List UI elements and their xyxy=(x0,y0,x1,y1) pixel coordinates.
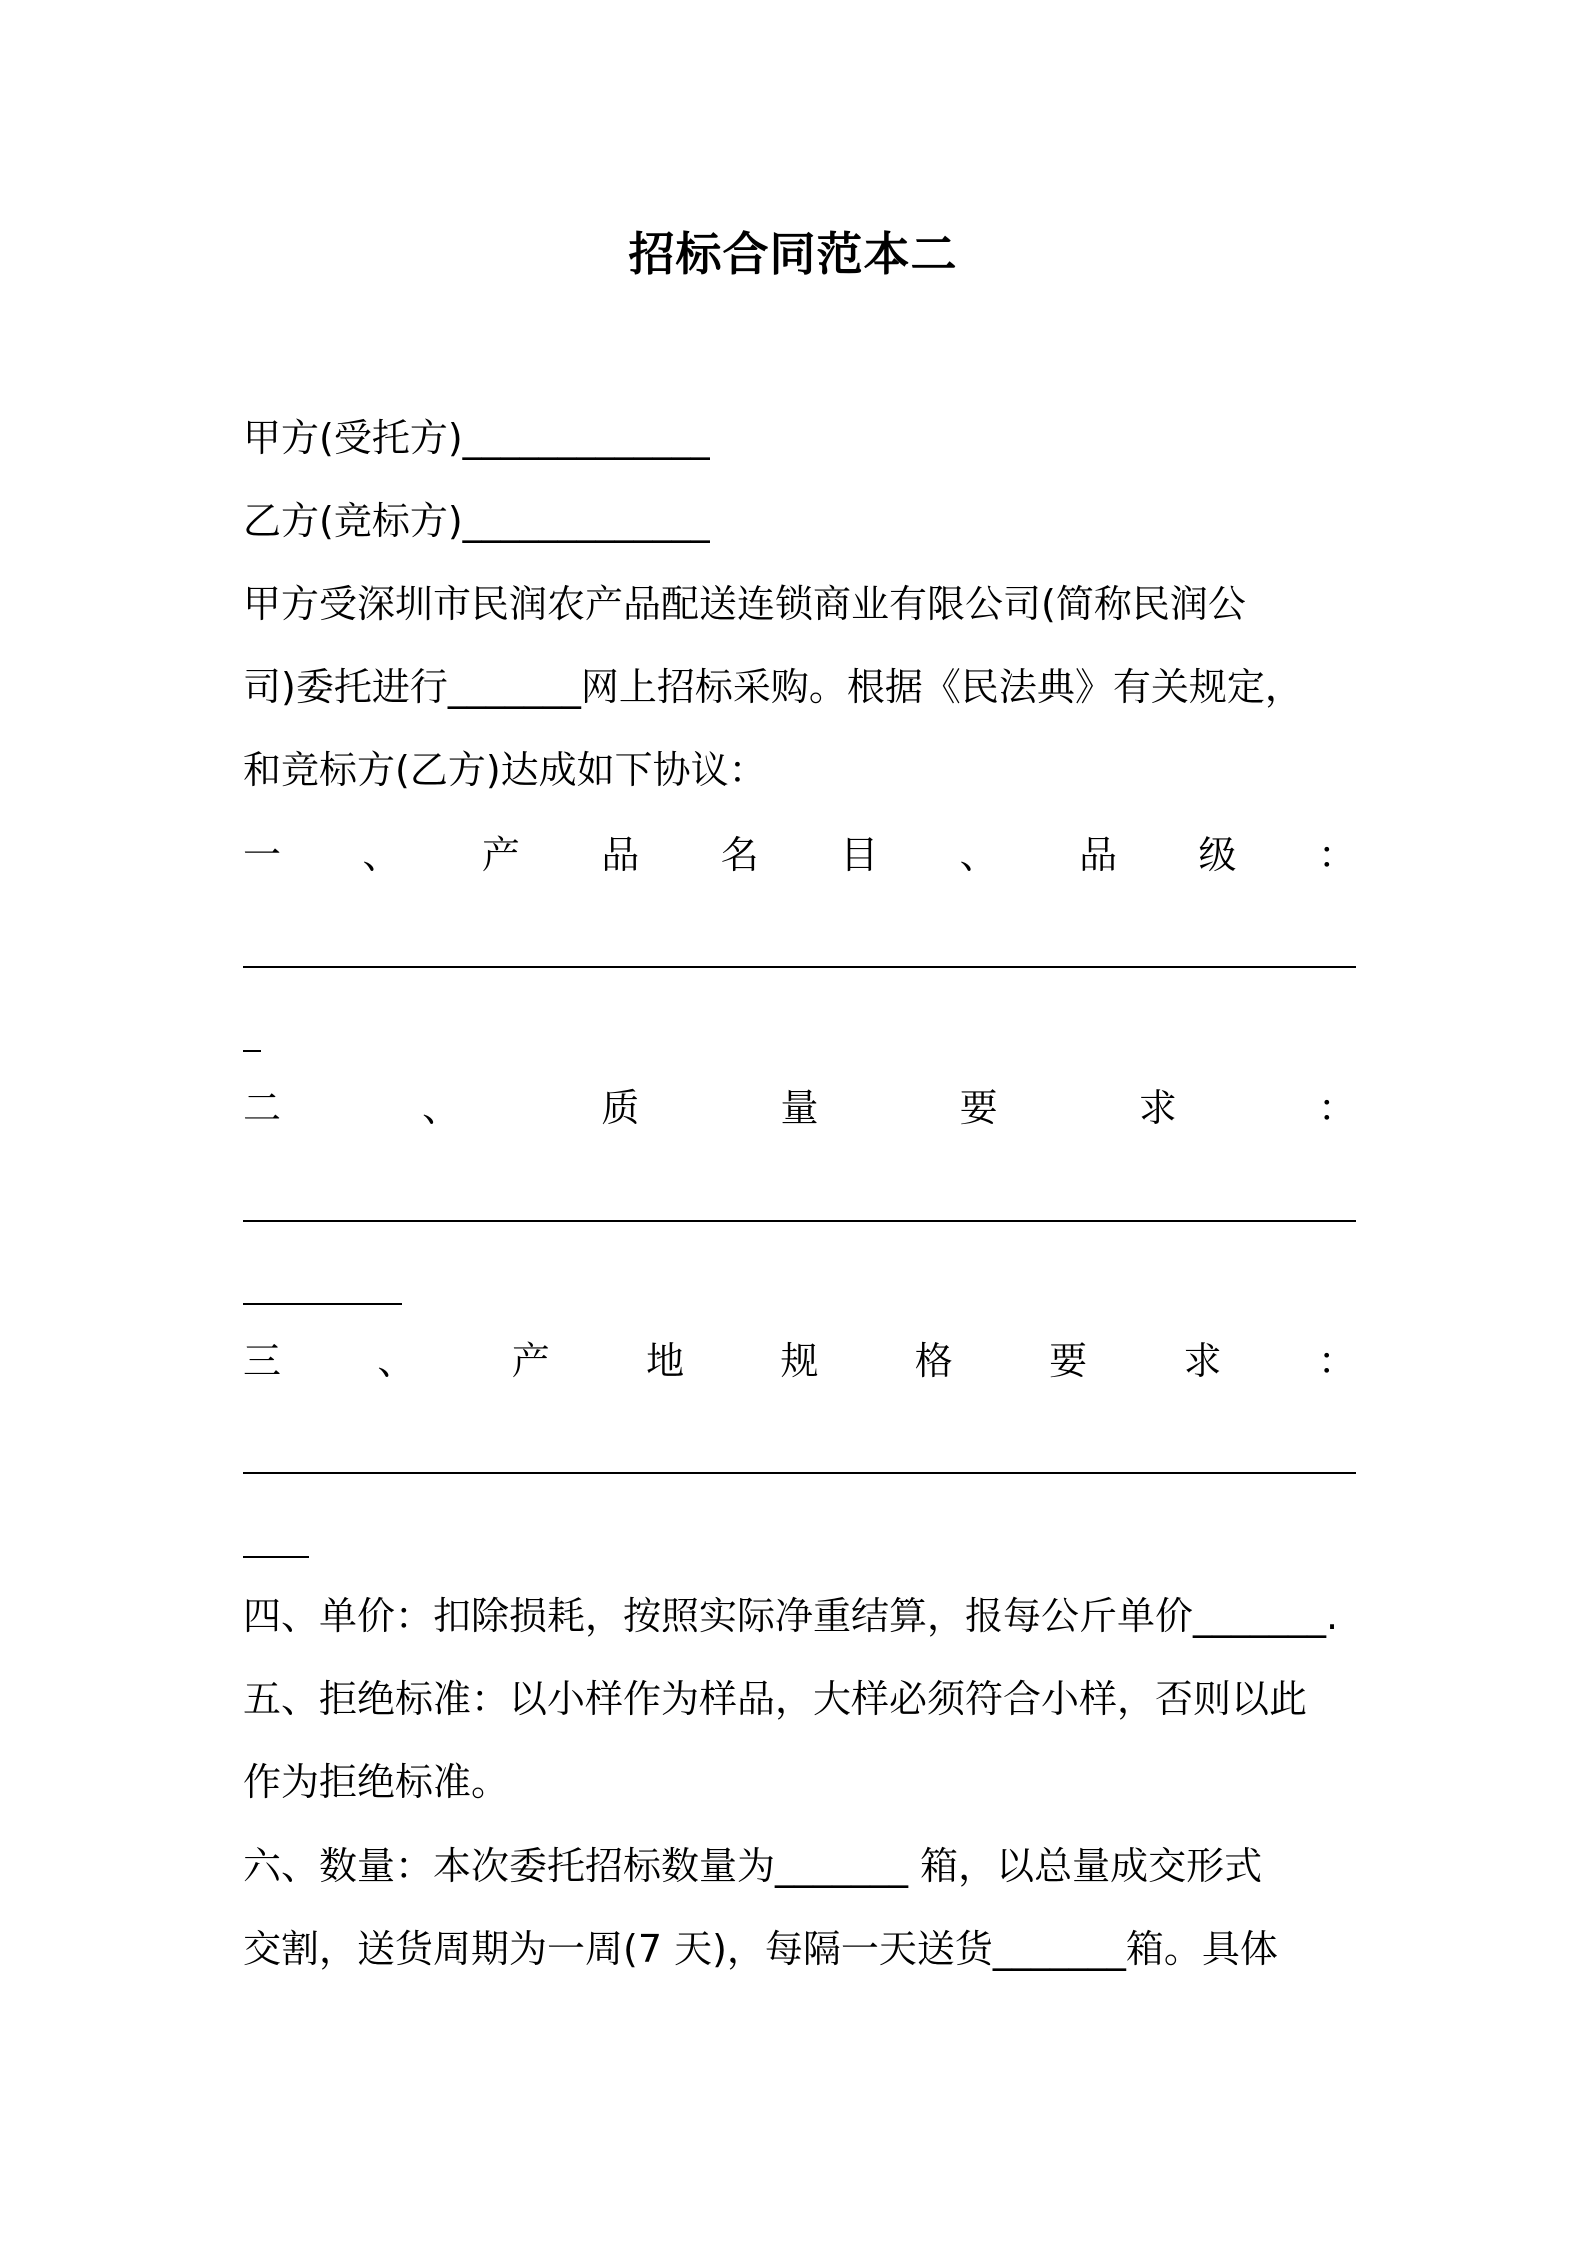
section2-char: 求 xyxy=(1138,1086,1177,1130)
party-a-line: 甲方(受托方)_____________ xyxy=(243,416,710,460)
intro-line-3: 和竞标方(乙方)达成如下协议： xyxy=(243,748,767,792)
section1-char: 目 xyxy=(840,833,879,877)
section3-char: 、 xyxy=(377,1339,416,1383)
section1-blank-line xyxy=(243,966,1356,968)
section1-blank-line-tail xyxy=(243,1050,261,1052)
section1-heading xyxy=(243,829,1356,881)
document-title: 招标合同范本二 xyxy=(628,227,958,281)
section3-char: 求 xyxy=(1183,1339,1222,1383)
section2-char: 、 xyxy=(422,1086,461,1130)
section5-line-1: 五、拒绝标准：以小样作为样品，大样必须符合小样，否则以此 xyxy=(243,1677,1308,1721)
section3-blank-line-tail xyxy=(243,1556,309,1558)
section1-char: ： xyxy=(1317,833,1356,877)
section2-blank-line xyxy=(243,1220,1356,1222)
section5-line-2: 作为拒绝标准。 xyxy=(243,1760,510,1804)
section1-char: 品 xyxy=(1079,833,1118,877)
section1-char: 产 xyxy=(481,833,520,877)
section2-char: 二 xyxy=(243,1086,282,1130)
section3-char: ： xyxy=(1317,1339,1356,1383)
party-b-line: 乙方(竞标方)_____________ xyxy=(243,499,710,543)
section1-char: 名 xyxy=(720,833,759,877)
intro-line-2: 司)委托进行_______网上招标采购。根据《民法典》有关规定， xyxy=(243,665,1303,709)
section2-blank-line-tail xyxy=(243,1303,402,1305)
section2-char: 质 xyxy=(601,1086,640,1130)
section2-char: ： xyxy=(1317,1086,1356,1130)
section6-line-2: 交割，送货周期为一周(7 天)，每隔一天送货_______箱。具体 xyxy=(243,1927,1278,1971)
section3-char: 规 xyxy=(780,1339,819,1383)
section2-heading xyxy=(243,1082,1356,1134)
section3-char: 格 xyxy=(914,1339,953,1383)
section2-char: 要 xyxy=(959,1086,998,1130)
intro-line-1: 甲方受深圳市民润农产品配送连锁商业有限公司(简称民润公 xyxy=(243,582,1246,626)
section3-char: 地 xyxy=(646,1339,685,1383)
section3-char: 三 xyxy=(243,1339,282,1383)
section1-char: 一 xyxy=(243,833,282,877)
section1-char: 、 xyxy=(362,833,401,877)
section2-char: 量 xyxy=(780,1086,819,1130)
section3-char: 要 xyxy=(1049,1339,1088,1383)
section1-char: 品 xyxy=(601,833,640,877)
section6-line-1: 六、数量：本次委托招标数量为_______ 箱，以总量成交形式 xyxy=(243,1844,1263,1888)
section1-char: 、 xyxy=(959,833,998,877)
section3-char: 产 xyxy=(511,1339,550,1383)
section4-unit-price: 四、单价：扣除损耗，按照实际净重结算，报每公斤单价_______. xyxy=(243,1594,1339,1638)
section3-blank-line xyxy=(243,1472,1356,1474)
section3-heading xyxy=(243,1335,1356,1387)
section1-char: 级 xyxy=(1198,833,1237,877)
